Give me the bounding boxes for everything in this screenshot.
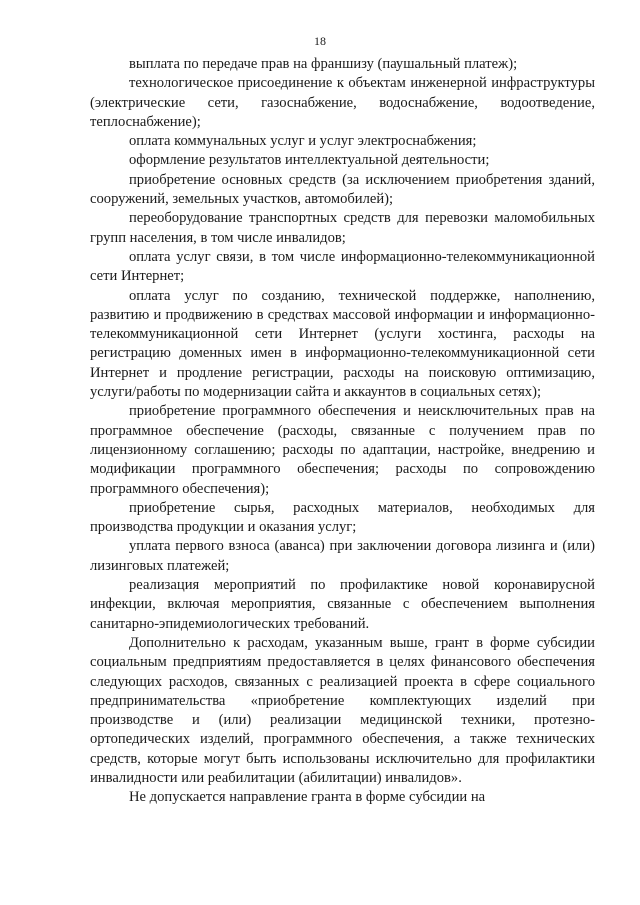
page-number: 18 xyxy=(314,34,326,48)
paragraph: оплата коммунальных услуг и услуг электроснабжения; xyxy=(129,133,477,150)
paragraph: выплата по передаче прав на франшизу (паушальный платеж); xyxy=(129,56,518,72)
paragraph: Не допускается направление гранта в форме субсидии на xyxy=(129,789,486,806)
paragraph: приобретение основных средств (за исключением приобретения зданий, сооружений, земельных участков, автомобилей); xyxy=(90,171,595,208)
paragraph: реализация мероприятий по профилактике новой коронавирусной инфекции, включая мероприятия, связанные с обеспечением выполнения санитарно-эпидемиологических требований. xyxy=(90,577,595,632)
paragraph: Дополнительно к расходам, указанным выше, грант в форме субсидии социальным предприятиям предоставляется в целях финансового обеспечения следующих расходов, связанных с реализацией проекта в сфере социального предпринимательства «приобретение комплектующих изделий при производстве и (или) реализации медицинской техники, протезно-ортопедических изделий, программного обеспечения, а также технических средств, которые могут быть использованы исключительно для профилактики инвалидности или реабилитации (абилитации) инвалидов». xyxy=(90,634,595,786)
paragraph: приобретение программного обеспечения и неисключительных прав на программное обеспечение (расходы, связанные с получением прав по лицензионному соглашению; расходы по адаптации, настройке, внедрению и модификации программного обеспечения; расходы по сопровождению программного обеспечения); xyxy=(90,403,595,497)
paragraph: уплата первого взноса (аванса) при заключении договора лизинга и (или) лизинговых платежей; xyxy=(90,538,595,574)
paragraph: технологическое присоединение к объектам инженерной инфраструктуры (электрические сети, газоснабжение, водоснабжение, водоотведение, теплоснабжение); xyxy=(90,75,595,130)
paragraph: оформление результатов интеллектуальной деятельности; xyxy=(129,152,490,169)
paragraph: переоборудование транспортных средств для перевозки маломобильных групп населения, в том числе инвалидов; xyxy=(90,210,595,246)
paragraph: приобретение сырья, расходных материалов, необходимых для производства продукции и оказания услуг; xyxy=(90,499,595,536)
paragraph: оплата услуг по созданию, технической поддержке, наполнению, развитию и продвижению в средствах массовой информации и информационно-телекоммуникационной сети Интернет (услуги хостинга, расходы на регистрацию доменных имен в информационно-телекоммуникационной сети Интернет и продление регистрации, расходы на поисковую оптимизацию, услуги/работы по модернизации сайта и аккаунтов в социальных сетях); xyxy=(90,287,595,401)
paragraph: оплата услуг связи, в том числе информационно-телекоммуникационной сети Интернет; xyxy=(90,248,595,285)
document-body xyxy=(90,55,595,808)
